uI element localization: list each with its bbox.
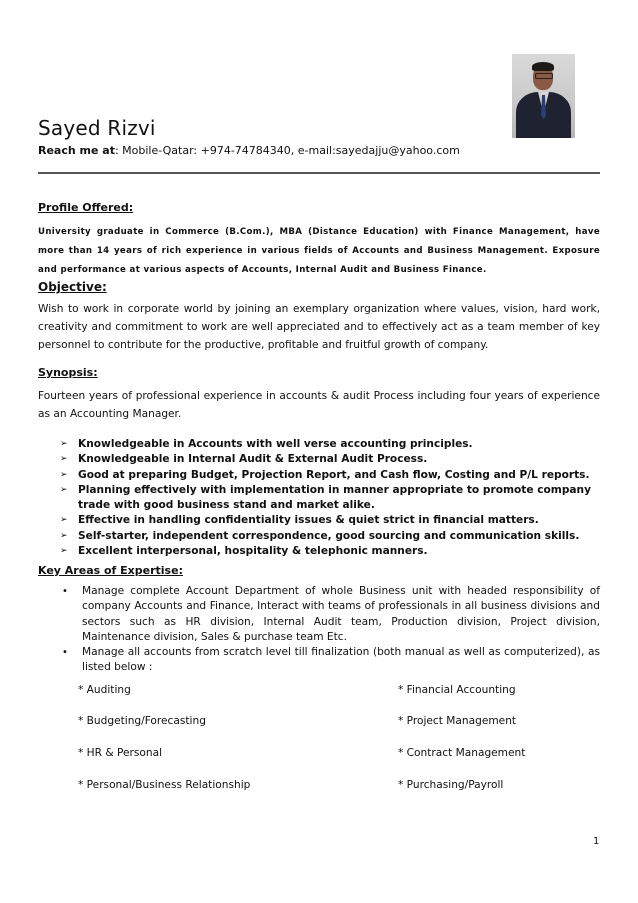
- arrow-bullet-icon: ➢: [60, 530, 68, 541]
- expertise-area-right-4: * Purchasing/Payroll: [398, 779, 504, 791]
- profile-text: University graduate in Commerce (B.Com.), MBA (Distance Education) with Finance Management, have more than 14 years of rich experience in various fields of Accounts and Business Management. Exposure and performance at various aspects of Accounts, Internal Audit and Business Finance.: [38, 227, 600, 275]
- dot-bullet-icon: •: [62, 586, 68, 597]
- expertise-area-right-3: * Contract Management: [398, 747, 526, 759]
- contact-label: Reach me at: [38, 144, 115, 157]
- expertise-area-right-1: * Financial Accounting: [398, 684, 516, 696]
- arrow-bullet-icon: ➢: [60, 439, 68, 449]
- header-divider: [38, 172, 600, 174]
- expertise-area-left-3: * HR & Personal: [78, 747, 163, 759]
- expertise-area-left-2: * Budgeting/Forecasting: [78, 715, 206, 727]
- synopsis-heading: Synopsis:: [38, 366, 98, 379]
- arrow-bullet-icon: ➢: [60, 469, 68, 480]
- expertise-list: [60, 584, 600, 676]
- arrow-bullet-icon: ➢: [60, 515, 68, 526]
- synopsis-text: Fourteen years of professional experience in accounts & audit Process including four years of experience as an Accounting Manager.: [38, 390, 600, 420]
- candidate-name: Sayed Rizvi: [38, 116, 156, 140]
- profile-heading: Profile Offered:: [38, 201, 134, 214]
- list-item: • Manage all accounts from scratch level till finalization (both manual as well as computerized), as listed below :: [62, 646, 600, 674]
- page-number: 1: [593, 836, 600, 847]
- objective-text: Wish to work in corporate world by joining an exemplary organization where values, vision, hard work, creativity and commitment to work are well appreciated and to effectively act as a team member of key personnel to contribute for the productive, profitable and fruitful growth of company.: [38, 303, 600, 351]
- dot-bullet-icon: •: [62, 647, 68, 659]
- list-item: ➢ Excellent interpersonal, hospitality & telephonic manners.: [60, 544, 620, 559]
- arrow-bullet-icon: ➢: [60, 546, 68, 557]
- list-item: ➢ Knowledgeable in Internal Audit & External Audit Process.: [60, 452, 620, 467]
- list-item: ➢ Planning effectively with implementation in manner appropriate to promote company trade with good business stand and market alike.: [60, 483, 591, 512]
- contact-line: [38, 144, 460, 157]
- arrow-bullet-icon: ➢: [60, 454, 68, 465]
- list-item: • Manage complete Account Department of whole Business unit with headed responsibility of company Accounts and Finance, Interact with teams of professionals in all business divisions and sectors such as HR division, Internal Audit team, Production division, Project division, Maintenance division, Sales & purchase team Etc.: [62, 585, 600, 643]
- expertise-area-left-4: * Personal/Business Relationship: [78, 779, 251, 791]
- contact-details: : Mobile-Qatar: +974-74784340, e-mail:sayedajju@yahoo.com: [114, 144, 460, 157]
- expertise-area-left-1: * Auditing: [78, 684, 131, 696]
- objective-heading: Objective:: [38, 280, 107, 294]
- list-item: ➢ Knowledgeable in Accounts with well verse accounting principles.: [60, 437, 620, 452]
- profile-photo: [512, 54, 575, 138]
- list-item: ➢ Effective in handling confidentiality issues & quiet strict in financial matters.: [60, 513, 620, 528]
- expertise-heading: Key Areas of Expertise:: [38, 564, 183, 577]
- expertise-area-right-2: * Project Management: [398, 715, 517, 727]
- list-item: ➢ Self-starter, independent correspondence, good sourcing and communication skills.: [60, 529, 620, 544]
- list-item: ➢ Good at preparing Budget, Projection Report, and Cash flow, Costing and P/L reports.: [60, 468, 620, 483]
- arrow-bullet-icon: ➢: [60, 484, 68, 495]
- synopsis-bullet-list: [60, 437, 620, 559]
